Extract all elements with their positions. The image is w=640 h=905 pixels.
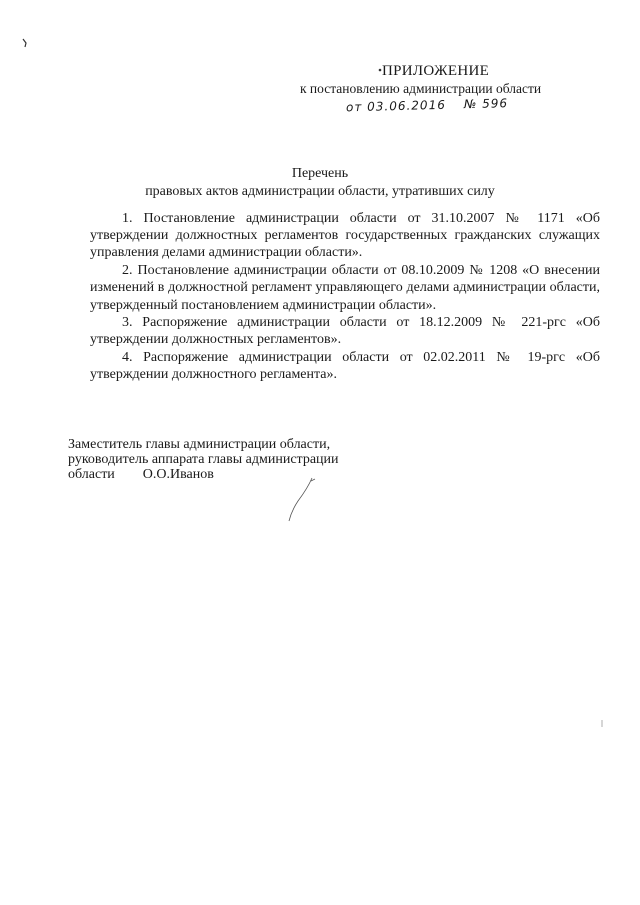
- scan-mark-icon: [22, 38, 30, 48]
- list-item: 4. Распоряжение администрации области от 02.02.2011 № 19-ргс «Об утверждении должностного регламента».: [90, 350, 600, 383]
- list-item: 1. Постановление администрации области от 31.10.2007 № 1171 «Об утверждении должностных регламентов государственных гражданских служащих управления делами администрации области».: [90, 211, 600, 261]
- document-heading: [0, 165, 640, 201]
- scan-dot-icon: [378, 68, 382, 72]
- signer-position-line1: Заместитель главы администрации области,: [68, 437, 331, 452]
- list-item: 3. Распоряжение администрации области от 18.12.2009 № 221-ргс «Об утверждении должностных регламентов».: [90, 315, 600, 348]
- handwritten-number: № 596: [463, 96, 509, 112]
- signer-name-line: области О.О.Иванов: [68, 467, 214, 482]
- signer-position-line2: руководитель аппарата главы администрации: [68, 452, 339, 467]
- handwritten-signature-icon: [282, 475, 322, 525]
- heading-subtitle: правовых актов администрации области, утративших силу: [145, 184, 495, 199]
- handwritten-date: от 03.06.2016: [345, 97, 447, 115]
- handwritten-date-number: [346, 96, 526, 115]
- list-item: 2. Постановление администрации области от 08.10.2009 № 1208 «О внесении изменений в должностной регламент управляющего делами администрации области, утвержденный постановлением администрации области».: [90, 263, 600, 313]
- appendix-title: ПРИЛОЖЕНИЕ: [382, 63, 490, 79]
- appendix-subtitle: к постановлению администрации области: [300, 81, 542, 96]
- scan-dot-icon: [600, 720, 604, 728]
- heading-title: Перечень: [291, 166, 349, 181]
- acts-list: [90, 210, 600, 384]
